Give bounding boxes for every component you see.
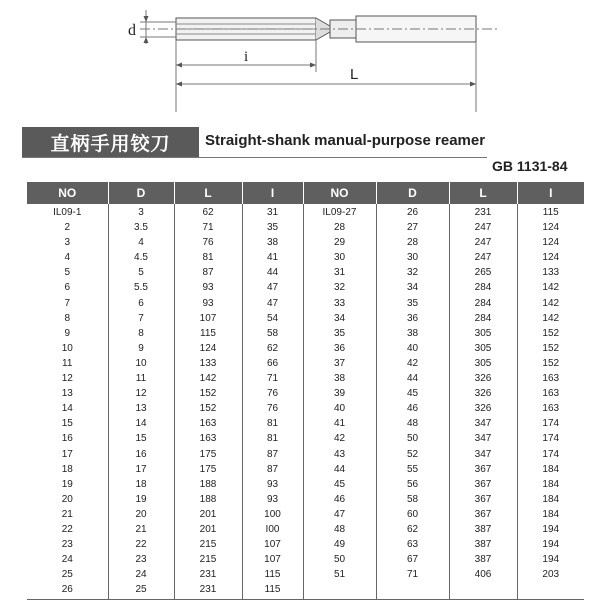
- cell-no: 31: [303, 265, 376, 280]
- table-row: [27, 326, 584, 341]
- cell-d: 20: [108, 507, 174, 522]
- cell-d: 50: [376, 431, 449, 446]
- cell-no: 26: [61, 584, 73, 596]
- cell-l: 326: [449, 386, 517, 401]
- cell-d: 4: [108, 235, 174, 250]
- cell-i: 194: [517, 552, 584, 567]
- cell-i: 54: [242, 311, 303, 326]
- cell-d: 44: [376, 371, 449, 386]
- table-row: [27, 431, 584, 446]
- cell-no: 17: [61, 448, 73, 460]
- table-row: [27, 552, 584, 567]
- cell-l: 93: [174, 296, 242, 311]
- cell-l: 284: [449, 311, 517, 326]
- cell-no: 40: [303, 401, 376, 416]
- cell-d: 7: [108, 311, 174, 326]
- cell-l: 347: [449, 447, 517, 462]
- table-row: [27, 296, 584, 311]
- header-l: L: [174, 182, 242, 204]
- cell-l: 93: [174, 280, 242, 295]
- cell-l: 215: [174, 537, 242, 552]
- table-row: [27, 250, 584, 265]
- cell-no: 22: [61, 523, 73, 535]
- cell-i: 76: [242, 386, 303, 401]
- cell-l: 387: [449, 522, 517, 537]
- cell-l: 367: [449, 507, 517, 522]
- cell-d: 25: [108, 582, 174, 600]
- table-row: [27, 477, 584, 492]
- table-header-row: [27, 182, 584, 204]
- cell-l: 387: [449, 552, 517, 567]
- cell-i: 66: [242, 356, 303, 371]
- cell-d: 21: [108, 522, 174, 537]
- cell-l: 62: [174, 204, 242, 220]
- cell-i: 76: [242, 401, 303, 416]
- table-row: [27, 447, 584, 462]
- cell-i: 62: [242, 341, 303, 356]
- cell-l: 215: [174, 552, 242, 567]
- cell-d: 24: [108, 567, 174, 582]
- cell-d: 3.5: [108, 220, 174, 235]
- cell-no: 35: [303, 326, 376, 341]
- cell-d: 14: [108, 416, 174, 431]
- cell-no: IL09-27: [303, 204, 376, 220]
- cell-i: 115: [242, 567, 303, 582]
- dimension-L-label: L: [350, 66, 359, 83]
- cell-d: 60: [376, 507, 449, 522]
- table-row: [27, 220, 584, 235]
- cell-l: 305: [449, 326, 517, 341]
- cell-i: 194: [517, 537, 584, 552]
- cell-i: 184: [517, 462, 584, 477]
- cell-l: 81: [174, 250, 242, 265]
- cell-no: 48: [303, 522, 376, 537]
- cell-d: 26: [376, 204, 449, 220]
- table-row: [27, 356, 584, 371]
- table-row: [27, 582, 584, 600]
- cell-no: 5: [64, 267, 71, 279]
- cell-d: 35: [376, 296, 449, 311]
- cell-i: 47: [242, 296, 303, 311]
- cell-i: 194: [517, 522, 584, 537]
- cell-i: 174: [517, 416, 584, 431]
- cell-no: 21: [61, 508, 73, 520]
- cell-d: 9: [108, 341, 174, 356]
- spec-table: [27, 182, 584, 600]
- cell-d: 46: [376, 401, 449, 416]
- cell-l: 115: [174, 326, 242, 341]
- cell-i: 174: [517, 447, 584, 462]
- cell-l: 347: [449, 416, 517, 431]
- cell-no: 14: [61, 403, 73, 415]
- dimension-i-label: i: [244, 49, 249, 65]
- cell-i: 203: [517, 567, 584, 582]
- cell-i: 133: [517, 265, 584, 280]
- table-row: [27, 416, 584, 431]
- cell-i: [517, 582, 584, 600]
- cell-i: 142: [517, 296, 584, 311]
- cell-l: 163: [174, 416, 242, 431]
- cell-no: 41: [303, 416, 376, 431]
- cell-no: 15: [61, 418, 73, 430]
- cell-no: 49: [303, 537, 376, 552]
- cell-l: 265: [449, 265, 517, 280]
- cell-no: 34: [303, 311, 376, 326]
- cell-i: 152: [517, 356, 584, 371]
- cell-i: 58: [242, 326, 303, 341]
- cell-i: 184: [517, 507, 584, 522]
- cell-no: 42: [303, 431, 376, 446]
- cell-d: 58: [376, 492, 449, 507]
- cell-l: 231: [174, 582, 242, 600]
- cell-l: 124: [174, 341, 242, 356]
- cell-d: 10: [108, 356, 174, 371]
- header-no: NO: [27, 182, 108, 204]
- cell-no: 43: [303, 447, 376, 462]
- cell-d: 56: [376, 477, 449, 492]
- cell-i: 87: [242, 447, 303, 462]
- header-i-2: I: [517, 182, 584, 204]
- cell-i: 47: [242, 280, 303, 295]
- cell-no: 10: [61, 342, 73, 354]
- cell-no: 38: [303, 371, 376, 386]
- cell-d: 23: [108, 552, 174, 567]
- cell-l: 142: [174, 371, 242, 386]
- cell-no: 16: [61, 433, 73, 445]
- table-row: [27, 492, 584, 507]
- cell-l: 133: [174, 356, 242, 371]
- cell-d: 19: [108, 492, 174, 507]
- cell-l: 367: [449, 492, 517, 507]
- cell-i: 115: [517, 204, 584, 220]
- cell-i: 100: [242, 507, 303, 522]
- cell-d: 30: [376, 250, 449, 265]
- cell-i: 152: [517, 326, 584, 341]
- title-underline: [22, 157, 487, 158]
- cell-d: 12: [108, 386, 174, 401]
- table-row: [27, 204, 584, 220]
- cell-d: 22: [108, 537, 174, 552]
- cell-i: 71: [242, 371, 303, 386]
- cell-d: 8: [108, 326, 174, 341]
- table-row: [27, 341, 584, 356]
- header-i: I: [242, 182, 303, 204]
- cell-no: 13: [61, 388, 73, 400]
- cell-no: 51: [303, 567, 376, 582]
- header-no-2: NO: [303, 182, 376, 204]
- cell-l: 76: [174, 235, 242, 250]
- cell-d: 63: [376, 537, 449, 552]
- cell-d: 6: [108, 296, 174, 311]
- cell-i: 31: [242, 204, 303, 220]
- cell-i: 107: [242, 552, 303, 567]
- title-chinese: 直柄手用铰刀: [22, 127, 199, 157]
- cell-l: 175: [174, 447, 242, 462]
- cell-no: 18: [61, 463, 73, 475]
- cell-l: 247: [449, 235, 517, 250]
- cell-d: 42: [376, 356, 449, 371]
- cell-d: 18: [108, 477, 174, 492]
- cell-no: 36: [303, 341, 376, 356]
- cell-no: 7: [64, 297, 71, 309]
- cell-no: 50: [303, 552, 376, 567]
- cell-l: 71: [174, 220, 242, 235]
- cell-no: 39: [303, 386, 376, 401]
- cell-d: 38: [376, 326, 449, 341]
- cell-no: 44: [303, 462, 376, 477]
- cell-no: 4: [64, 252, 71, 264]
- cell-i: 93: [242, 477, 303, 492]
- cell-i: 35: [242, 220, 303, 235]
- cell-no: 19: [61, 478, 73, 490]
- cell-no: [303, 582, 376, 600]
- cell-l: 387: [449, 537, 517, 552]
- cell-no: 3: [64, 237, 71, 249]
- cell-no: 2: [64, 222, 71, 234]
- cell-i: 142: [517, 311, 584, 326]
- title-english: Straight-shank manual-purpose reamer: [205, 132, 486, 149]
- cell-d: 34: [376, 280, 449, 295]
- cell-l: 305: [449, 356, 517, 371]
- cell-d: 62: [376, 522, 449, 537]
- cell-i: 44: [242, 265, 303, 280]
- cell-i: 38: [242, 235, 303, 250]
- cell-l: 347: [449, 431, 517, 446]
- cell-i: 163: [517, 371, 584, 386]
- cell-no: 9: [64, 327, 71, 339]
- cell-no: 25: [61, 569, 73, 581]
- cell-no: 8: [64, 312, 71, 324]
- cell-no: 28: [303, 220, 376, 235]
- cell-d: 3: [108, 204, 174, 220]
- dimension-d-label: d: [128, 22, 136, 39]
- cell-l: 326: [449, 371, 517, 386]
- cell-l: 326: [449, 401, 517, 416]
- cell-l: 163: [174, 431, 242, 446]
- cell-l: 201: [174, 522, 242, 537]
- cell-no: 29: [303, 235, 376, 250]
- cell-d: 36: [376, 311, 449, 326]
- cell-i: 152: [517, 341, 584, 356]
- cell-i: 184: [517, 477, 584, 492]
- cell-i: 124: [517, 250, 584, 265]
- table-row: [27, 462, 584, 477]
- cell-no: 47: [303, 507, 376, 522]
- cell-d: 5.5: [108, 280, 174, 295]
- cell-d: 17: [108, 462, 174, 477]
- cell-d: 28: [376, 235, 449, 250]
- cell-i: 87: [242, 462, 303, 477]
- cell-i: 142: [517, 280, 584, 295]
- cell-l: 231: [449, 204, 517, 220]
- reamer-diagram: [0, 0, 607, 120]
- cell-l: 201: [174, 507, 242, 522]
- table-row: [27, 265, 584, 280]
- cell-d: 67: [376, 552, 449, 567]
- cell-d: 27: [376, 220, 449, 235]
- cell-d: 55: [376, 462, 449, 477]
- table-row: [27, 522, 584, 537]
- cell-l: 188: [174, 477, 242, 492]
- cell-no: 46: [303, 492, 376, 507]
- table-row: [27, 567, 584, 582]
- cell-l: 107: [174, 311, 242, 326]
- cell-i: 41: [242, 250, 303, 265]
- cell-l: 152: [174, 386, 242, 401]
- cell-d: 52: [376, 447, 449, 462]
- cell-l: 188: [174, 492, 242, 507]
- cell-i: 124: [517, 220, 584, 235]
- cell-d: 4.5: [108, 250, 174, 265]
- table-row: [27, 386, 584, 401]
- table-row: [27, 280, 584, 295]
- cell-l: 87: [174, 265, 242, 280]
- header-l-2: L: [449, 182, 517, 204]
- cell-d: 15: [108, 431, 174, 446]
- cell-l: 305: [449, 341, 517, 356]
- cell-i: 81: [242, 431, 303, 446]
- cell-d: 45: [376, 386, 449, 401]
- table-row: [27, 537, 584, 552]
- header-d: D: [108, 182, 174, 204]
- cell-l: 247: [449, 250, 517, 265]
- cell-i: 93: [242, 492, 303, 507]
- cell-d: 11: [108, 371, 174, 386]
- table-row: [27, 507, 584, 522]
- cell-no: 12: [61, 373, 73, 385]
- cell-l: 152: [174, 401, 242, 416]
- header-d-2: D: [376, 182, 449, 204]
- cell-l: [449, 582, 517, 600]
- cell-no: 23: [61, 539, 73, 551]
- cell-i: 163: [517, 386, 584, 401]
- cell-i: 107: [242, 537, 303, 552]
- cell-no: 30: [303, 250, 376, 265]
- standard-code: GB 1131-84: [492, 158, 568, 174]
- cell-i: 124: [517, 235, 584, 250]
- cell-no: 6: [64, 282, 71, 294]
- cell-no: 24: [61, 554, 73, 566]
- cell-d: 71: [376, 567, 449, 582]
- cell-no: 37: [303, 356, 376, 371]
- cell-i: 115: [242, 582, 303, 600]
- cell-l: 231: [174, 567, 242, 582]
- cell-l: 175: [174, 462, 242, 477]
- cell-no: IL09-1: [53, 207, 82, 218]
- cell-i: I00: [242, 522, 303, 537]
- cell-l: 247: [449, 220, 517, 235]
- table-row: [27, 371, 584, 386]
- cell-d: 16: [108, 447, 174, 462]
- cell-i: 174: [517, 431, 584, 446]
- cell-d: 48: [376, 416, 449, 431]
- cell-no: 32: [303, 280, 376, 295]
- cell-l: 284: [449, 296, 517, 311]
- cell-d: 5: [108, 265, 174, 280]
- table-row: [27, 235, 584, 250]
- cell-no: 45: [303, 477, 376, 492]
- cell-i: 81: [242, 416, 303, 431]
- cell-d: 32: [376, 265, 449, 280]
- cell-no: 20: [61, 493, 73, 505]
- cell-i: 184: [517, 492, 584, 507]
- cell-i: 163: [517, 401, 584, 416]
- cell-no: 11: [62, 357, 73, 369]
- cell-l: 367: [449, 462, 517, 477]
- cell-l: 367: [449, 477, 517, 492]
- cell-d: 40: [376, 341, 449, 356]
- cell-d: 13: [108, 401, 174, 416]
- cell-l: 284: [449, 280, 517, 295]
- table-row: [27, 311, 584, 326]
- cell-d: [376, 582, 449, 600]
- cell-l: 406: [449, 567, 517, 582]
- cell-no: 33: [303, 296, 376, 311]
- table-row: [27, 401, 584, 416]
